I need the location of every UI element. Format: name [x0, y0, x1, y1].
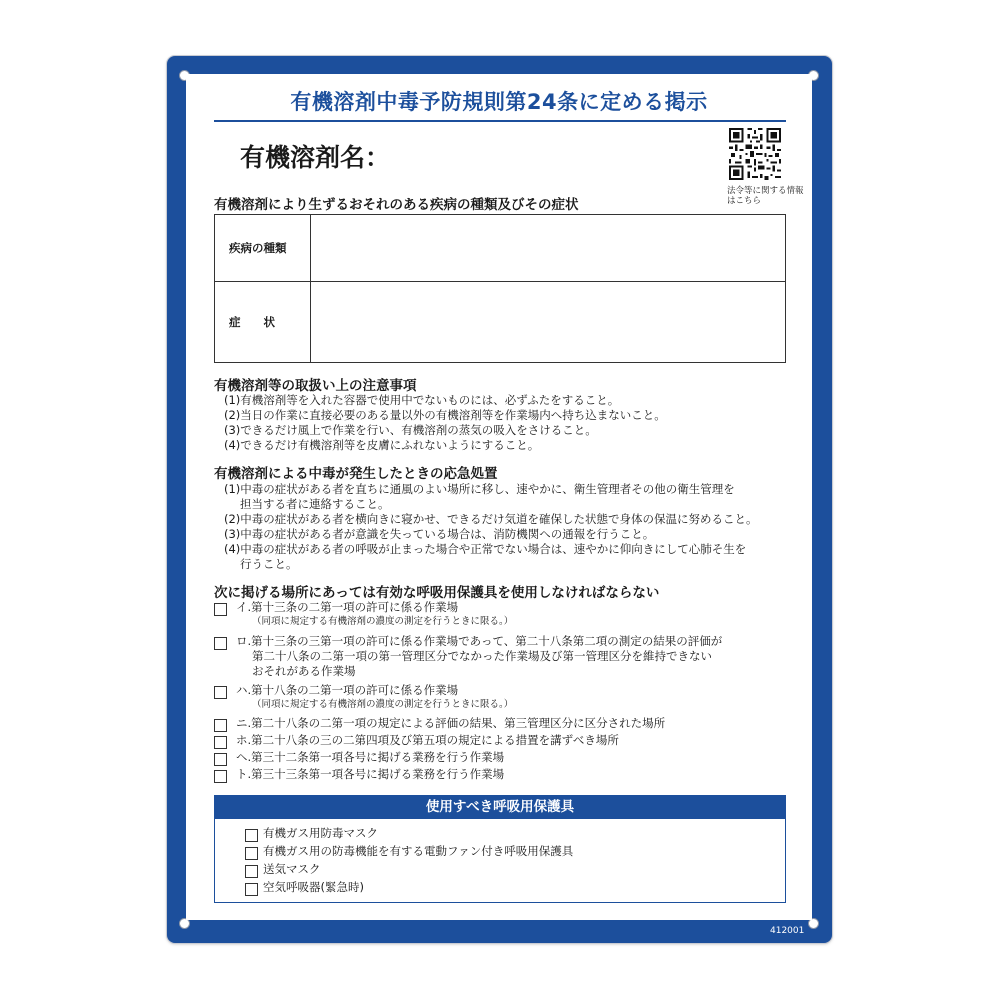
list-item-continuation: おそれがある作業場	[252, 664, 356, 678]
checkbox[interactable]	[214, 770, 227, 783]
symptom-label: 症 状	[215, 282, 311, 363]
ppe-item: 空気呼吸器(緊急時)	[263, 880, 364, 894]
ppe-item: 有機ガス用防毒マスク	[263, 826, 378, 840]
list-item: ヘ.第三十二条第一項各号に掲げる業務を行う作業場	[236, 750, 505, 764]
checkbox[interactable]	[245, 883, 258, 896]
checkbox[interactable]	[245, 865, 258, 878]
checkbox[interactable]	[245, 847, 258, 860]
list-item: (1)有機溶剤等を入れた容器で使用中でないものには、必ずふたをすること。	[224, 393, 620, 407]
list-item-continuation: 第二十八条の二第一項の第一管理区分でなかった作業場及び第一管理区分を維持できない	[252, 649, 712, 663]
checkbox[interactable]	[214, 637, 227, 650]
respirator-section-heading: 次に掲げる場所にあっては有効な呼吸用保護具を使用しなければならない	[214, 585, 660, 601]
solvent-name-label: 有機溶剤名：	[240, 143, 391, 172]
list-item: イ.第十三条の二第一項の許可に係る作業場	[236, 600, 459, 614]
list-item-continuation: 行うこと。	[240, 557, 298, 571]
list-item: ハ.第十八条の二第一項の許可に係る作業場	[236, 683, 459, 697]
ppe-item: 送気マスク	[263, 862, 321, 876]
checkbox[interactable]	[214, 686, 227, 699]
handling-section-heading: 有機溶剤等の取扱い上の注意事項	[214, 378, 417, 394]
checkbox[interactable]	[214, 719, 227, 732]
symptom-field[interactable]	[311, 282, 786, 363]
list-item: (2)中毒の症状がある者を横向きに寝かせ、できるだけ気道を確保した状態で身体の保温に努めること。	[224, 512, 758, 526]
list-item: (4)できるだけ有機溶剤等を皮膚にふれないようにすること。	[224, 438, 540, 452]
emergency-section-heading: 有機溶剤による中毒が発生したときの応急処置	[214, 466, 498, 482]
ppe-section-heading: 使用すべき呼吸用保護具	[214, 795, 786, 819]
sign-title: 有機溶剤中毒予防規則第24条に定める掲示	[290, 90, 708, 114]
list-item: ロ.第十三条の三第一項の許可に係る作業場であって、第二十八条第二項の測定の結果の評価が	[236, 634, 723, 648]
list-item: (1)中毒の症状がある者を直ちに通風のよい場所に移し、速やかに、衛生管理者その他の衛生管理を	[224, 482, 735, 496]
disease-type-label: 疾病の種類	[215, 215, 311, 282]
list-item: ト.第三十三条第一項各号に掲げる業務を行う作業場	[236, 767, 505, 781]
disease-section-heading: 有機溶剤により生ずるおそれのある疾病の種類及びその症状	[214, 197, 579, 213]
qr-caption: 法令等に関する情報はこちら	[727, 186, 804, 206]
list-item: ニ.第二十八条の二第一項の規定による評価の結果、第三管理区分に区分された場所	[236, 716, 666, 730]
disease-type-field[interactable]	[311, 215, 786, 282]
list-item: (2)当日の作業に直接必要のある量以外の有機溶剤等を作業場内へ持ち込まないこと。	[224, 408, 666, 422]
list-item-continuation: 担当する者に連絡すること。	[240, 497, 390, 511]
title-divider	[214, 120, 786, 122]
ppe-item: 有機ガス用の防毒機能を有する電動ファン付き呼吸用保護具	[263, 844, 574, 858]
table-row	[215, 282, 786, 363]
checkbox[interactable]	[214, 736, 227, 749]
checkbox[interactable]	[214, 753, 227, 766]
list-item: (4)中毒の症状がある者の呼吸が止まった場合や正常でない場合は、速やかに仰向きにして心肺そ生を	[224, 542, 747, 556]
qr-code-icon[interactable]	[729, 128, 781, 180]
list-item: (3)できるだけ風上で作業を行い、有機溶剤の蒸気の吸入をさけること。	[224, 423, 597, 437]
table-row	[215, 215, 786, 282]
checkbox[interactable]	[245, 829, 258, 842]
list-item-note: （同項に規定する有機溶剤の濃度の測定を行うときに限る。）	[252, 616, 514, 627]
list-item-note: （同項に規定する有機溶剤の濃度の測定を行うときに限る。）	[252, 699, 514, 710]
list-item: ホ.第二十八条の三の二第四項及び第五項の規定による措置を講ずべき場所	[236, 733, 619, 747]
checkbox[interactable]	[214, 603, 227, 616]
product-code: 412001	[770, 926, 805, 936]
list-item: (3)中毒の症状がある者が意識を失っている場合は、消防機関への通報を行うこと。	[224, 527, 655, 541]
disease-table	[214, 214, 786, 363]
